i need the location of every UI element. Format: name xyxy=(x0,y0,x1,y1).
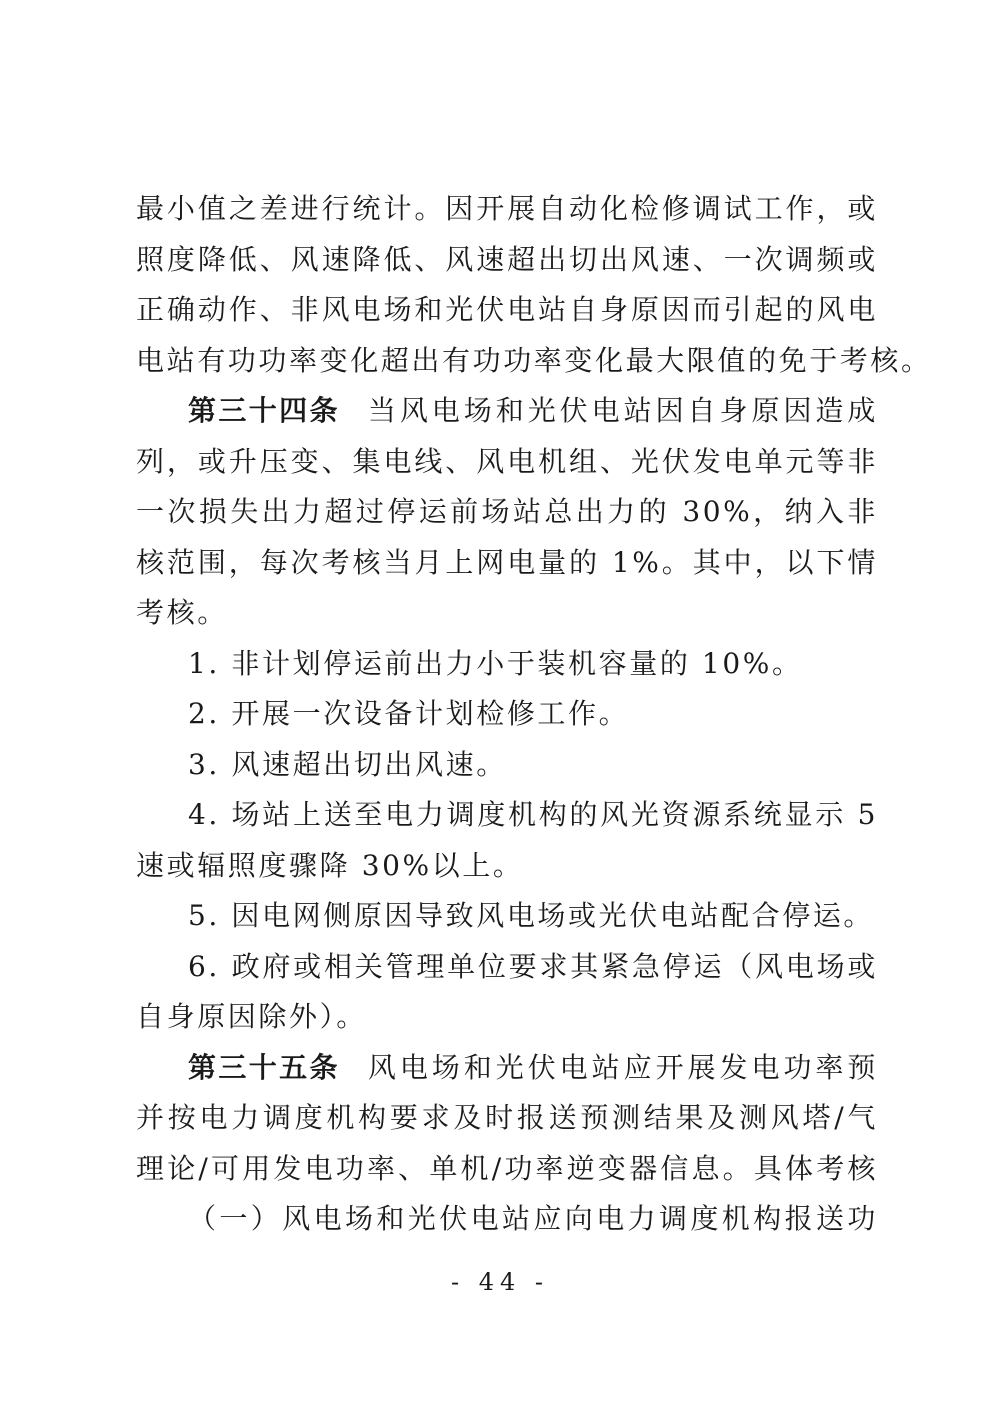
list-item-5: 5. 因电网侧原因导致风电场或光伏电站配合停运。 xyxy=(188,899,875,932)
article-34-title: 第三十四条 xyxy=(188,394,340,427)
article-34-heading-line xyxy=(136,386,878,437)
text-line: 正确动作、非风电场和光伏电站自身原因而引起的风电 xyxy=(136,293,878,326)
text-line: 照度降低、风速降低、风速超出切出风速、一次调频或 xyxy=(136,242,878,276)
list-item-4: 4. 场站上送至电力调度机构的风光资源系统显示 5 xyxy=(188,798,878,831)
article-34-text: 当风电场和光伏电站因自身原因造成 xyxy=(367,394,878,427)
text-line: 并按电力调度机构要求及时报送预测结果及测风塔/气 xyxy=(136,1101,878,1134)
text-line: 考核。 xyxy=(136,596,228,629)
text-line: 列，或升压变、集电线、风电机组、光伏发电单元等非 xyxy=(136,444,878,478)
article-35-text: 风电场和光伏电站应开展发电功率预 xyxy=(367,1050,878,1084)
list-item-2: 2. 开展一次设备计划检修工作。 xyxy=(188,697,630,730)
text-line: 速或辐照度骤降 30%以上。 xyxy=(136,848,524,882)
article-35-title: 第三十五条 xyxy=(188,1050,340,1084)
text-line: （一）风电场和光伏电站应向电力调度机构报送功 xyxy=(188,1202,878,1235)
text-line: 理论/可用发电功率、单机/功率逆变器信息。具体考核 xyxy=(136,1151,878,1185)
text-line: 核范围，每次考核当月上网电量的 1%。其中，以下情 xyxy=(136,545,878,579)
text-line: 自身原因除外）。 xyxy=(136,1000,367,1033)
list-item-6: 6. 政府或相关管理单位要求其紧急停运（风电场或 xyxy=(188,949,878,983)
document-body xyxy=(136,184,932,1245)
text-line: 一次损失出力超过停运前场站总出力的 30%，纳入非 xyxy=(136,495,878,528)
page-number: - 44 - xyxy=(450,1268,549,1296)
list-item-1: 1. 非计划停运前出力小于装机容量的 10%。 xyxy=(188,646,803,680)
list-item-3: 3. 风速超出切出风速。 xyxy=(188,747,507,781)
text-line: 最小值之差进行统计。因开展自动化检修调试工作，或 xyxy=(136,192,878,225)
article-35-heading-line xyxy=(136,1043,878,1094)
text-line: 电站有功功率变化超出有功功率变化最大限值的免于考核。 xyxy=(136,343,932,377)
